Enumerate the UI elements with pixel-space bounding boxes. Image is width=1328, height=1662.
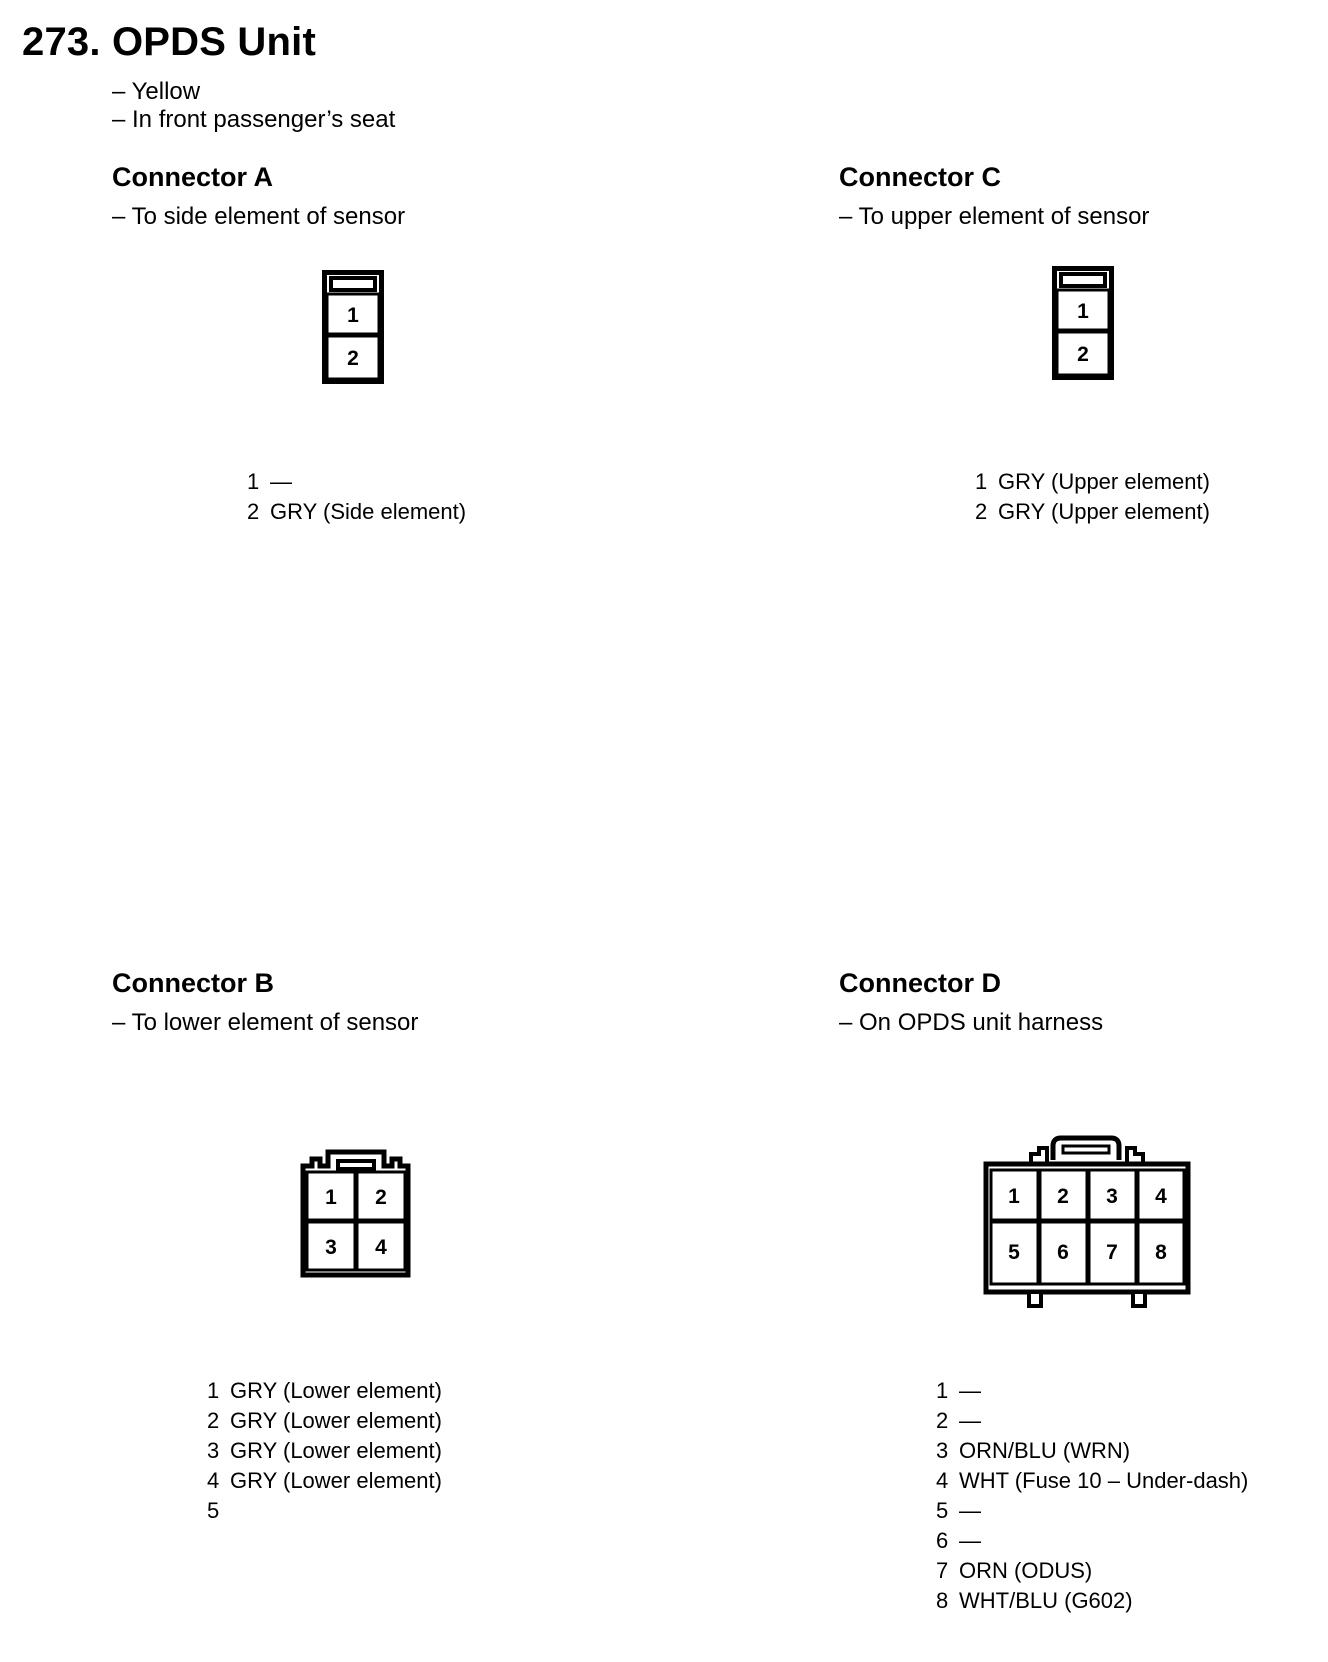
pin-number: 8 xyxy=(936,1588,949,1613)
connector-a-heading: Connector A xyxy=(112,162,273,192)
pin-description: GRY (Side element) xyxy=(270,499,467,524)
list-item xyxy=(247,467,466,497)
pin-description: — xyxy=(959,1528,981,1553)
list-item xyxy=(936,1586,1248,1616)
list-item xyxy=(207,1496,442,1526)
pin-number: 1 xyxy=(975,469,988,494)
list-item xyxy=(207,1376,442,1406)
pin-description: WHT/BLU (G602) xyxy=(959,1588,1133,1613)
pin-number: 2 xyxy=(975,499,988,524)
connector-d-diagram xyxy=(983,1134,1191,1310)
connector-c-latch xyxy=(1061,274,1105,286)
list-item xyxy=(936,1526,1248,1556)
connector-c-cavity-label-2: 2 xyxy=(1077,343,1089,366)
pin-description: — xyxy=(959,1498,981,1523)
pin-number: 4 xyxy=(936,1468,949,1493)
connector-d-cavity-label-6: 6 xyxy=(1057,1241,1069,1264)
pin-number: 3 xyxy=(207,1438,220,1463)
pin-description: GRY (Lower element) xyxy=(230,1438,442,1463)
list-item xyxy=(936,1496,1248,1526)
list-item xyxy=(936,1436,1248,1466)
list-item xyxy=(936,1376,1248,1406)
list-item xyxy=(936,1466,1248,1496)
connector-d-cavity-label-1: 1 xyxy=(1008,1185,1020,1208)
pin-number: 5 xyxy=(936,1498,949,1523)
pin-number: 1 xyxy=(936,1378,949,1403)
connector-d-cavity-label-5: 5 xyxy=(1008,1241,1020,1264)
pin-number: 5 xyxy=(207,1498,220,1523)
pin-number: 4 xyxy=(207,1468,220,1493)
page-title: 273. OPDS Unit xyxy=(22,20,316,64)
list-item xyxy=(207,1466,442,1496)
connector-b-cavity-label-4: 4 xyxy=(375,1236,387,1259)
list-item xyxy=(936,1556,1248,1586)
connector-d-cavity-label-4: 4 xyxy=(1155,1185,1167,1208)
connector-d-cavity-label-2: 2 xyxy=(1057,1185,1069,1208)
connector-c-cavity-label-1: 1 xyxy=(1077,300,1089,323)
pin-description: — xyxy=(959,1408,981,1433)
connector-b-pin-list xyxy=(207,1376,442,1526)
connector-d-right-foot xyxy=(1133,1292,1145,1306)
pin-description: GRY (Upper element) xyxy=(998,469,1210,494)
connector-d-cavity-label-8: 8 xyxy=(1155,1241,1167,1264)
connector-b-cavity-label-3: 3 xyxy=(325,1236,337,1259)
list-item xyxy=(975,497,1210,527)
connector-d-left-foot xyxy=(1029,1292,1041,1306)
connector-d-cavity-label-7: 7 xyxy=(1106,1241,1118,1264)
pin-description: GRY (Upper element) xyxy=(998,499,1210,524)
connector-d-heading: Connector D xyxy=(839,968,1001,998)
connector-c-diagram xyxy=(1052,266,1114,380)
pin-number: 7 xyxy=(936,1558,949,1583)
connector-b-diagram xyxy=(300,1148,412,1278)
connector-c-pin-list xyxy=(975,467,1210,527)
connector-b-heading: Connector B xyxy=(112,968,274,998)
pin-number: 1 xyxy=(207,1378,220,1403)
connector-d-latch-inner xyxy=(1063,1146,1109,1153)
pin-number: 2 xyxy=(207,1408,220,1433)
unit-color: – Yellow xyxy=(112,78,201,105)
list-item xyxy=(207,1436,442,1466)
pin-number: 2 xyxy=(936,1408,949,1433)
pin-description: GRY (Lower element) xyxy=(230,1408,442,1433)
pin-description: GRY (Lower element) xyxy=(230,1468,442,1493)
unit-location: – In front passenger’s seat xyxy=(112,106,396,133)
connector-a-pin-list xyxy=(247,467,466,527)
pin-number: 1 xyxy=(247,469,260,494)
pin-description: WHT (Fuse 10 – Under-dash) xyxy=(959,1468,1249,1493)
list-item xyxy=(247,497,466,527)
list-item xyxy=(975,467,1210,497)
connector-b-latch xyxy=(338,1161,374,1169)
pin-number: 6 xyxy=(936,1528,949,1553)
pin-description: — xyxy=(959,1378,981,1403)
connector-b-description: – To lower element of sensor xyxy=(112,1009,419,1036)
connector-c-description: – To upper element of sensor xyxy=(839,203,1150,230)
connector-c-heading: Connector C xyxy=(839,162,1001,192)
list-item xyxy=(936,1406,1248,1436)
pin-description: — xyxy=(270,469,292,494)
connector-a-latch xyxy=(331,278,375,290)
list-item xyxy=(207,1406,442,1436)
connector-b-cavity-label-1: 1 xyxy=(325,1186,337,1209)
pin-description: GRY (Lower element) xyxy=(230,1378,442,1403)
pin-description: ORN (ODUS) xyxy=(959,1558,1093,1583)
connector-a-cavity-label-2: 2 xyxy=(347,347,359,370)
connector-a-description: – To side element of sensor xyxy=(112,203,406,230)
connector-a-diagram xyxy=(322,270,384,384)
connector-d-cavity-label-3: 3 xyxy=(1106,1185,1118,1208)
connector-d-description: – On OPDS unit harness xyxy=(839,1009,1104,1036)
pin-description: ORN/BLU (WRN) xyxy=(959,1438,1131,1463)
connector-d-pin-list xyxy=(936,1376,1248,1616)
connector-b-cavity-label-2: 2 xyxy=(375,1186,387,1209)
pin-number: 2 xyxy=(247,499,260,524)
pin-number: 3 xyxy=(936,1438,949,1463)
connector-a-cavity-label-1: 1 xyxy=(347,304,359,327)
